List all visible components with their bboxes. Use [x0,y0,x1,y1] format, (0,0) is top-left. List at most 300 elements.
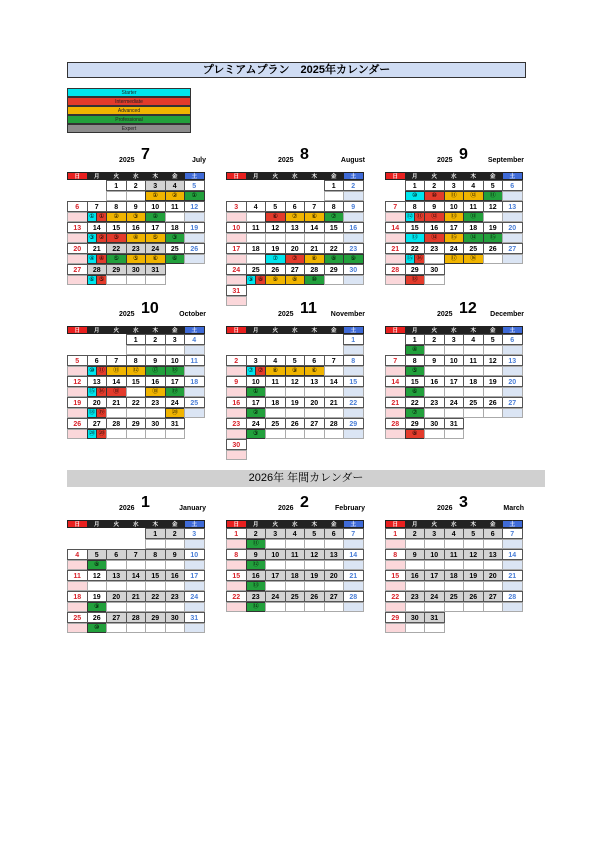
lesson-badge[interactable]: ⑥ [165,254,186,264]
day-cell[interactable]: 13 [483,549,504,560]
day-cell[interactable]: 18 [184,376,205,387]
lesson-badge[interactable]: ⑪ [444,191,465,201]
day-cell[interactable]: 27 [324,591,345,602]
lesson-badge[interactable]: ⑨ [343,254,364,264]
lesson-badge[interactable]: ⑳ [96,429,107,439]
lesson-badge[interactable]: ⑯ [463,254,484,264]
day-cell[interactable]: 19 [184,222,205,233]
day-cell[interactable]: 12 [265,222,286,233]
day-cell[interactable]: 26 [483,243,504,254]
lesson-badge[interactable]: ③ [246,429,267,439]
day-cell[interactable]: 18 [285,570,306,581]
day-cell[interactable]: 6 [502,334,523,345]
lesson-badge[interactable]: ⑪ [106,366,127,376]
day-cell[interactable]: 11 [67,570,88,581]
day-cell[interactable]: 5 [285,355,306,366]
day-cell[interactable]: 9 [165,549,186,560]
day-cell[interactable]: 28 [385,418,406,429]
lesson-badge[interactable]: ⑦ [324,212,345,222]
day-cell[interactable]: 18 [67,591,88,602]
day-cell[interactable]: 19 [87,591,108,602]
day-cell[interactable]: 31 [424,612,445,623]
day-cell[interactable]: 8 [343,355,364,366]
day-cell[interactable]: 2 [405,528,426,539]
day-cell[interactable]: 25 [67,612,88,623]
day-cell[interactable]: 22 [145,591,166,602]
lesson-badge[interactable]: ⑭ [424,233,445,243]
lesson-badge[interactable]: ⑪ [483,191,504,201]
day-cell[interactable]: 4 [246,201,267,212]
day-cell[interactable]: 3 [246,355,267,366]
lesson-badge[interactable]: ⑫ [126,366,147,376]
day-cell[interactable]: 10 [226,222,247,233]
lesson-badge[interactable]: ④ [96,254,107,264]
day-cell[interactable]: 25 [444,591,465,602]
day-cell[interactable]: 24 [165,397,186,408]
day-cell[interactable]: 21 [343,570,364,581]
day-cell[interactable]: 7 [324,355,345,366]
day-cell[interactable]: 14 [502,549,523,560]
day-cell[interactable]: 29 [405,264,426,275]
lesson-badge[interactable]: ⑤ [96,275,107,285]
day-cell[interactable]: 2 [226,355,247,366]
lesson-badge[interactable]: ⑱ [405,275,426,285]
day-cell[interactable]: 9 [405,549,426,560]
lesson-badge[interactable]: ⑪ [414,212,425,222]
day-cell[interactable]: 11 [463,201,484,212]
day-cell[interactable]: 17 [444,376,465,387]
day-cell[interactable]: 22 [343,397,364,408]
day-cell[interactable]: 14 [324,376,345,387]
lesson-badge[interactable]: ③ [106,233,127,243]
day-cell[interactable]: 9 [126,201,147,212]
day-cell[interactable]: 17 [165,376,186,387]
day-cell[interactable]: 26 [87,612,108,623]
day-cell[interactable]: 12 [463,549,484,560]
lesson-badge[interactable]: ⑤ [145,233,166,243]
day-cell[interactable]: 18 [246,243,267,254]
lesson-badge[interactable]: ② [106,212,127,222]
day-cell[interactable]: 2 [343,180,364,191]
lesson-badge[interactable]: ⑨ [87,602,108,612]
day-cell[interactable]: 30 [343,264,364,275]
day-cell[interactable]: 29 [343,418,364,429]
lesson-badge[interactable]: ⑪ [96,366,107,376]
day-cell[interactable]: 23 [424,397,445,408]
day-cell[interactable]: 20 [106,591,127,602]
day-cell[interactable]: 6 [285,201,306,212]
day-cell[interactable]: 11 [265,376,286,387]
day-cell[interactable]: 26 [483,397,504,408]
day-cell[interactable]: 5 [265,201,286,212]
day-cell[interactable]: 25 [285,591,306,602]
day-cell[interactable]: 5 [483,334,504,345]
day-cell[interactable]: 30 [226,439,247,450]
day-cell[interactable]: 1 [126,334,147,345]
day-cell[interactable]: 9 [424,201,445,212]
day-cell[interactable]: 20 [502,222,523,233]
day-cell[interactable]: 13 [324,549,345,560]
day-cell[interactable]: 7 [502,528,523,539]
day-cell[interactable]: 10 [145,201,166,212]
day-cell[interactable]: 29 [405,418,426,429]
lesson-badge[interactable]: ⑳ [165,408,186,418]
day-cell[interactable]: 19 [285,397,306,408]
day-cell[interactable]: 14 [343,549,364,560]
lesson-badge[interactable]: ① [96,212,107,222]
day-cell[interactable]: 19 [483,376,504,387]
day-cell[interactable]: 14 [385,376,406,387]
day-cell[interactable]: 21 [87,243,108,254]
lesson-badge[interactable]: ⑧ [285,275,306,285]
day-cell[interactable]: 17 [424,570,445,581]
lesson-badge[interactable]: ⑥ [265,212,286,222]
day-cell[interactable]: 22 [405,397,426,408]
lesson-badge[interactable]: ⑮ [87,387,98,397]
day-cell[interactable]: 26 [304,591,325,602]
day-cell[interactable]: 31 [444,418,465,429]
day-cell[interactable]: 20 [502,376,523,387]
day-cell[interactable]: 31 [226,285,247,296]
day-cell[interactable]: 7 [304,201,325,212]
lesson-badge[interactable]: ⑮ [444,233,465,243]
day-cell[interactable]: 26 [285,418,306,429]
day-cell[interactable]: 21 [502,570,523,581]
lesson-badge[interactable]: ⑱ [106,387,127,397]
lesson-badge[interactable]: ② [145,212,166,222]
day-cell[interactable]: 9 [343,201,364,212]
lesson-badge[interactable]: ⑪ [246,539,267,549]
day-cell[interactable]: 18 [165,222,186,233]
day-cell[interactable]: 11 [246,222,267,233]
day-cell[interactable]: 8 [324,201,345,212]
lesson-badge[interactable]: ⑧ [405,429,426,439]
day-cell[interactable]: 16 [424,376,445,387]
day-cell[interactable]: 7 [106,355,127,366]
lesson-badge[interactable]: ③ [126,212,147,222]
lesson-badge[interactable]: ⑭ [246,602,267,612]
day-cell[interactable]: 11 [444,549,465,560]
day-cell[interactable]: 2 [126,180,147,191]
day-cell[interactable]: 21 [126,591,147,602]
day-cell[interactable]: 11 [165,201,186,212]
lesson-badge[interactable]: ② [246,408,267,418]
day-cell[interactable]: 6 [87,355,108,366]
day-cell[interactable]: 21 [106,397,127,408]
day-cell[interactable]: 12 [304,549,325,560]
day-cell[interactable]: 2 [424,180,445,191]
day-cell[interactable]: 15 [145,570,166,581]
day-cell[interactable]: 17 [265,570,286,581]
day-cell[interactable]: 28 [324,418,345,429]
lesson-badge[interactable]: ⑯ [96,387,107,397]
day-cell[interactable]: 28 [304,264,325,275]
day-cell[interactable]: 25 [246,264,267,275]
day-cell[interactable]: 30 [424,418,445,429]
lesson-badge[interactable]: ⑧ [324,254,345,264]
lesson-badge[interactable]: ④ [405,345,426,355]
day-cell[interactable]: 25 [463,243,484,254]
day-cell[interactable]: 8 [405,201,426,212]
day-cell[interactable]: 23 [343,243,364,254]
day-cell[interactable]: 25 [165,243,186,254]
day-cell[interactable]: 15 [106,222,127,233]
day-cell[interactable]: 15 [226,570,247,581]
day-cell[interactable]: 14 [126,570,147,581]
day-cell[interactable]: 4 [67,549,88,560]
day-cell[interactable]: 31 [145,264,166,275]
lesson-badge[interactable]: ⑮ [483,233,504,243]
lesson-badge[interactable]: ⑩ [304,275,325,285]
day-cell[interactable]: 18 [463,222,484,233]
day-cell[interactable]: 5 [87,549,108,560]
day-cell[interactable]: 25 [184,397,205,408]
day-cell[interactable]: 23 [226,418,247,429]
day-cell[interactable]: 8 [145,549,166,560]
lesson-badge[interactable]: ② [96,233,107,243]
day-cell[interactable]: 23 [424,243,445,254]
day-cell[interactable]: 19 [67,397,88,408]
day-cell[interactable]: 15 [324,222,345,233]
day-cell[interactable]: 15 [385,570,406,581]
lesson-badge[interactable]: ⑩ [87,623,108,633]
day-cell[interactable]: 10 [265,549,286,560]
day-cell[interactable]: 2 [165,528,186,539]
lesson-badge[interactable]: ⑥ [304,366,325,376]
lesson-badge[interactable]: ⑥ [304,212,325,222]
lesson-badge[interactable]: ⑦ [265,254,286,264]
day-cell[interactable]: 13 [304,376,325,387]
day-cell[interactable]: 20 [483,570,504,581]
day-cell[interactable]: 7 [87,201,108,212]
lesson-badge[interactable]: ① [145,191,166,201]
day-cell[interactable]: 22 [226,591,247,602]
day-cell[interactable]: 29 [324,264,345,275]
day-cell[interactable]: 20 [304,397,325,408]
lesson-badge[interactable]: ⑥ [405,387,426,397]
lesson-badge[interactable]: ⑤ [126,254,147,264]
day-cell[interactable]: 13 [67,222,88,233]
day-cell[interactable]: 21 [304,243,325,254]
lesson-badge[interactable]: ⑬ [405,233,426,243]
lesson-badge[interactable]: ⑰ [145,366,166,376]
day-cell[interactable]: 25 [463,397,484,408]
day-cell[interactable]: 26 [67,418,88,429]
day-cell[interactable]: 2 [246,528,267,539]
lesson-badge[interactable]: ⑱ [87,408,98,418]
day-cell[interactable]: 18 [265,397,286,408]
lesson-badge[interactable]: ⑥ [145,254,166,264]
day-cell[interactable]: 26 [463,591,484,602]
day-cell[interactable]: 9 [424,355,445,366]
day-cell[interactable]: 23 [405,591,426,602]
day-cell[interactable]: 1 [106,180,127,191]
day-cell[interactable]: 15 [343,376,364,387]
day-cell[interactable]: 9 [246,549,267,560]
day-cell[interactable]: 27 [502,243,523,254]
day-cell[interactable]: 20 [87,397,108,408]
day-cell[interactable]: 4 [165,180,186,191]
day-cell[interactable]: 7 [385,355,406,366]
day-cell[interactable]: 9 [145,355,166,366]
day-cell[interactable]: 22 [126,397,147,408]
lesson-badge[interactable]: ⑭ [463,233,484,243]
day-cell[interactable]: 16 [165,570,186,581]
day-cell[interactable]: 10 [424,549,445,560]
lesson-badge[interactable]: ⑱ [145,387,166,397]
day-cell[interactable]: 16 [246,570,267,581]
lesson-badge[interactable]: ⑫ [405,212,416,222]
day-cell[interactable]: 10 [444,355,465,366]
day-cell[interactable]: 24 [424,591,445,602]
day-cell[interactable]: 16 [226,397,247,408]
day-cell[interactable]: 4 [184,334,205,345]
day-cell[interactable]: 17 [444,222,465,233]
lesson-badge[interactable]: ⑦ [285,212,306,222]
lesson-badge[interactable]: ⑦ [405,408,426,418]
day-cell[interactable]: 6 [502,180,523,191]
day-cell[interactable]: 28 [343,591,364,602]
day-cell[interactable]: 18 [463,376,484,387]
lesson-badge[interactable]: ⑩ [405,191,426,201]
day-cell[interactable]: 7 [385,201,406,212]
day-cell[interactable]: 6 [106,549,127,560]
day-cell[interactable]: 29 [126,418,147,429]
day-cell[interactable]: 3 [444,334,465,345]
day-cell[interactable]: 21 [385,243,406,254]
day-cell[interactable]: 10 [246,376,267,387]
day-cell[interactable]: 1 [385,528,406,539]
day-cell[interactable]: 12 [184,201,205,212]
day-cell[interactable]: 27 [285,264,306,275]
lesson-badge[interactable]: ① [246,387,267,397]
day-cell[interactable]: 14 [106,376,127,387]
day-cell[interactable]: 30 [126,264,147,275]
day-cell[interactable]: 31 [184,612,205,623]
lesson-badge[interactable]: ② [165,191,186,201]
lesson-badge[interactable]: ① [87,212,98,222]
day-cell[interactable]: 23 [145,397,166,408]
day-cell[interactable]: 17 [246,397,267,408]
lesson-badge[interactable]: ⑨ [246,275,257,285]
day-cell[interactable]: 10 [444,201,465,212]
day-cell[interactable]: 8 [126,355,147,366]
lesson-badge[interactable]: ③ [87,233,98,243]
day-cell[interactable]: 4 [285,528,306,539]
day-cell[interactable]: 12 [483,201,504,212]
day-cell[interactable]: 15 [405,222,426,233]
day-cell[interactable]: 7 [343,528,364,539]
day-cell[interactable]: 5 [463,528,484,539]
lesson-badge[interactable]: ⑧ [87,560,108,570]
lesson-badge[interactable]: ⑬ [444,212,465,222]
day-cell[interactable]: 3 [444,180,465,191]
day-cell[interactable]: 24 [145,243,166,254]
day-cell[interactable]: 13 [285,222,306,233]
day-cell[interactable]: 1 [405,180,426,191]
day-cell[interactable]: 17 [184,570,205,581]
day-cell[interactable]: 17 [145,222,166,233]
lesson-badge[interactable]: ⑱ [165,366,186,376]
lesson-badge[interactable]: ⑧ [304,254,325,264]
day-cell[interactable]: 10 [184,549,205,560]
day-cell[interactable]: 28 [106,418,127,429]
lesson-badge[interactable]: ③ [165,233,186,243]
day-cell[interactable]: 30 [145,418,166,429]
lesson-badge[interactable]: ⑧ [255,275,266,285]
lesson-badge[interactable]: ⑨ [285,366,306,376]
day-cell[interactable]: 4 [463,334,484,345]
day-cell[interactable]: 1 [405,334,426,345]
lesson-badge[interactable]: ④ [126,233,147,243]
day-cell[interactable]: 26 [184,243,205,254]
day-cell[interactable]: 21 [324,397,345,408]
lesson-badge[interactable]: ⑯ [414,254,425,264]
lesson-badge[interactable]: ⑮ [405,254,416,264]
day-cell[interactable]: 5 [483,180,504,191]
day-cell[interactable]: 24 [226,264,247,275]
day-cell[interactable]: 22 [106,243,127,254]
day-cell[interactable]: 11 [184,355,205,366]
lesson-badge[interactable]: ⑦ [246,366,257,376]
day-cell[interactable]: 1 [343,334,364,345]
day-cell[interactable]: 12 [87,570,108,581]
day-cell[interactable]: 15 [126,376,147,387]
lesson-badge[interactable]: ⑩ [424,191,445,201]
day-cell[interactable]: 6 [304,355,325,366]
day-cell[interactable]: 13 [106,570,127,581]
lesson-badge[interactable]: ⑳ [87,429,98,439]
lesson-badge[interactable]: ④ [87,254,98,264]
day-cell[interactable]: 27 [87,418,108,429]
lesson-badge[interactable]: ⑤ [405,366,426,376]
day-cell[interactable]: 16 [145,376,166,387]
day-cell[interactable]: 24 [265,591,286,602]
day-cell[interactable]: 13 [87,376,108,387]
day-cell[interactable]: 27 [67,264,88,275]
day-cell[interactable]: 19 [265,243,286,254]
day-cell[interactable]: 30 [405,612,426,623]
day-cell[interactable]: 1 [324,180,345,191]
day-cell[interactable]: 14 [87,222,108,233]
day-cell[interactable]: 1 [145,528,166,539]
day-cell[interactable]: 15 [405,376,426,387]
day-cell[interactable]: 11 [285,549,306,560]
day-cell[interactable]: 2 [145,334,166,345]
lesson-badge[interactable]: ⑥ [87,275,98,285]
day-cell[interactable]: 20 [285,243,306,254]
lesson-badge[interactable]: ⑰ [444,254,465,264]
day-cell[interactable]: 20 [324,570,345,581]
day-cell[interactable]: 13 [502,201,523,212]
day-cell[interactable]: 23 [165,591,186,602]
day-cell[interactable]: 14 [385,222,406,233]
day-cell[interactable]: 21 [385,397,406,408]
day-cell[interactable]: 7 [126,549,147,560]
day-cell[interactable]: 8 [405,355,426,366]
lesson-badge[interactable]: ⑦ [255,366,266,376]
day-cell[interactable]: 5 [304,528,325,539]
day-cell[interactable]: 8 [226,549,247,560]
day-cell[interactable]: 3 [226,201,247,212]
day-cell[interactable]: 3 [424,528,445,539]
day-cell[interactable]: 31 [165,418,186,429]
day-cell[interactable]: 24 [184,591,205,602]
day-cell[interactable]: 24 [444,397,465,408]
day-cell[interactable]: 14 [304,222,325,233]
day-cell[interactable]: 23 [246,591,267,602]
day-cell[interactable]: 19 [463,570,484,581]
